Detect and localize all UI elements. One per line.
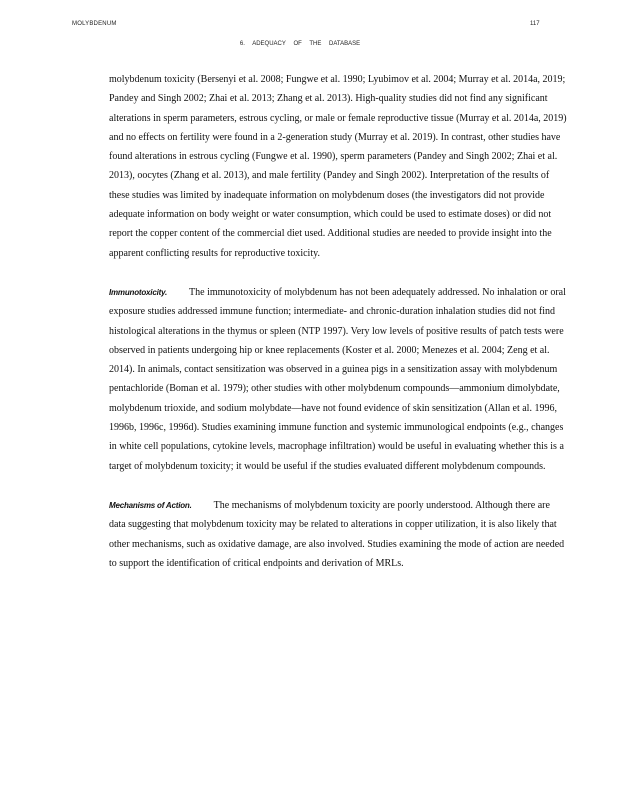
paragraph-text: molybdenum toxicity (Bersenyi et al. 2008; Fungwe et al. 1990; Lyubimov et al. 2004; Murray et al. 2014a, 2019; Pandey and Singh 2002; Zhai et al. 2013; Zhang et al. 2013). High-quality studies did not find any significant alterations in sperm parameters, estrous cycling, or male or female reproductive tissue (Murray et al. 2014a, 2019) and no effects on fertility were found in a 2-generation study (Murray et al. 2019). In contrast, other studies have found alterations in estrous cycling (Fungwe et al. 1990), sperm parameters (Pandey and Singh 2002; Zhai et al. 2013), oocytes (Zhang et al. 2013), and male fertility (Pandey and Singh 2002). Interpretation of the results of these studies was limited by inadequate information on molybdenum doses (the investigators did not provide adequate information on body weight or water consumption, which could be used to estimate doses) or did not report the copper content of the commercial diet used. Additional studies are needed to provide insight into the apparent conflicting results for reproductive toxicity. (109, 74, 567, 259)
paragraph-text: The immunotoxicity of molybdenum has not been adequately addressed. No inhalation or oral exposure studies addressed immune function; intermediate- and chronic-duration inhalation studies did not find histological alterations in the thymus or spleen (NTP 1997). Very low levels of positive results of patch tests were observed in patients undergoing hip or knee replacements (Koster et al. 2000; Menezes et al. 2004; Zeng et al. 2014). In animals, contact sensitization was observed in a guinea pigs in a sensitization assay with molybdenum pentachloride (Boman et al. 1979); other studies with other molybdenum compounds—ammonium dimolybdate, molybdenum trioxide, and sodium molybdate—have not found evidence of skin sensitization (Allan et al. 1996, 1996b, 1996c, 1996d). Studies examining immune function and systemic immunological endpoints (e.g., changes in white cell populations, cytokine levels, macrophage infiltration) would be useful in evaluating whether this is a target of molybdenum toxicity; it would be useful if the studies evaluated different molybdenum compounds. (109, 286, 566, 472)
paragraph-mechanisms-of-action (109, 496, 569, 573)
paragraph-text: The mechanisms of molybdenum toxicity are poorly understood. Although there are data suggesting that molybdenum toxicity may be related to alterations in copper utilization, it is also likely that other mechanisms, such as oxidative damage, are also involved. Studies examining the mode of action are needed to support the identification of critical endpoints and derivation of MRLs. (109, 499, 565, 569)
paragraph-spacer (109, 476, 569, 496)
running-header-title: MOLYBDENUM (72, 21, 117, 27)
page-number: 117 (530, 21, 540, 27)
paragraph-reproductive-toxicity (109, 70, 569, 263)
section-heading-mechanisms: Mechanisms of Action. (109, 500, 192, 510)
section-heading-immunotoxicity: Immunotoxicity. (109, 287, 168, 297)
chapter-header: 6. ADEQUACY OF THE DATABASE (239, 41, 361, 47)
paragraph-immunotoxicity (109, 283, 569, 476)
paragraph-spacer (109, 263, 569, 283)
body-text (109, 70, 569, 573)
